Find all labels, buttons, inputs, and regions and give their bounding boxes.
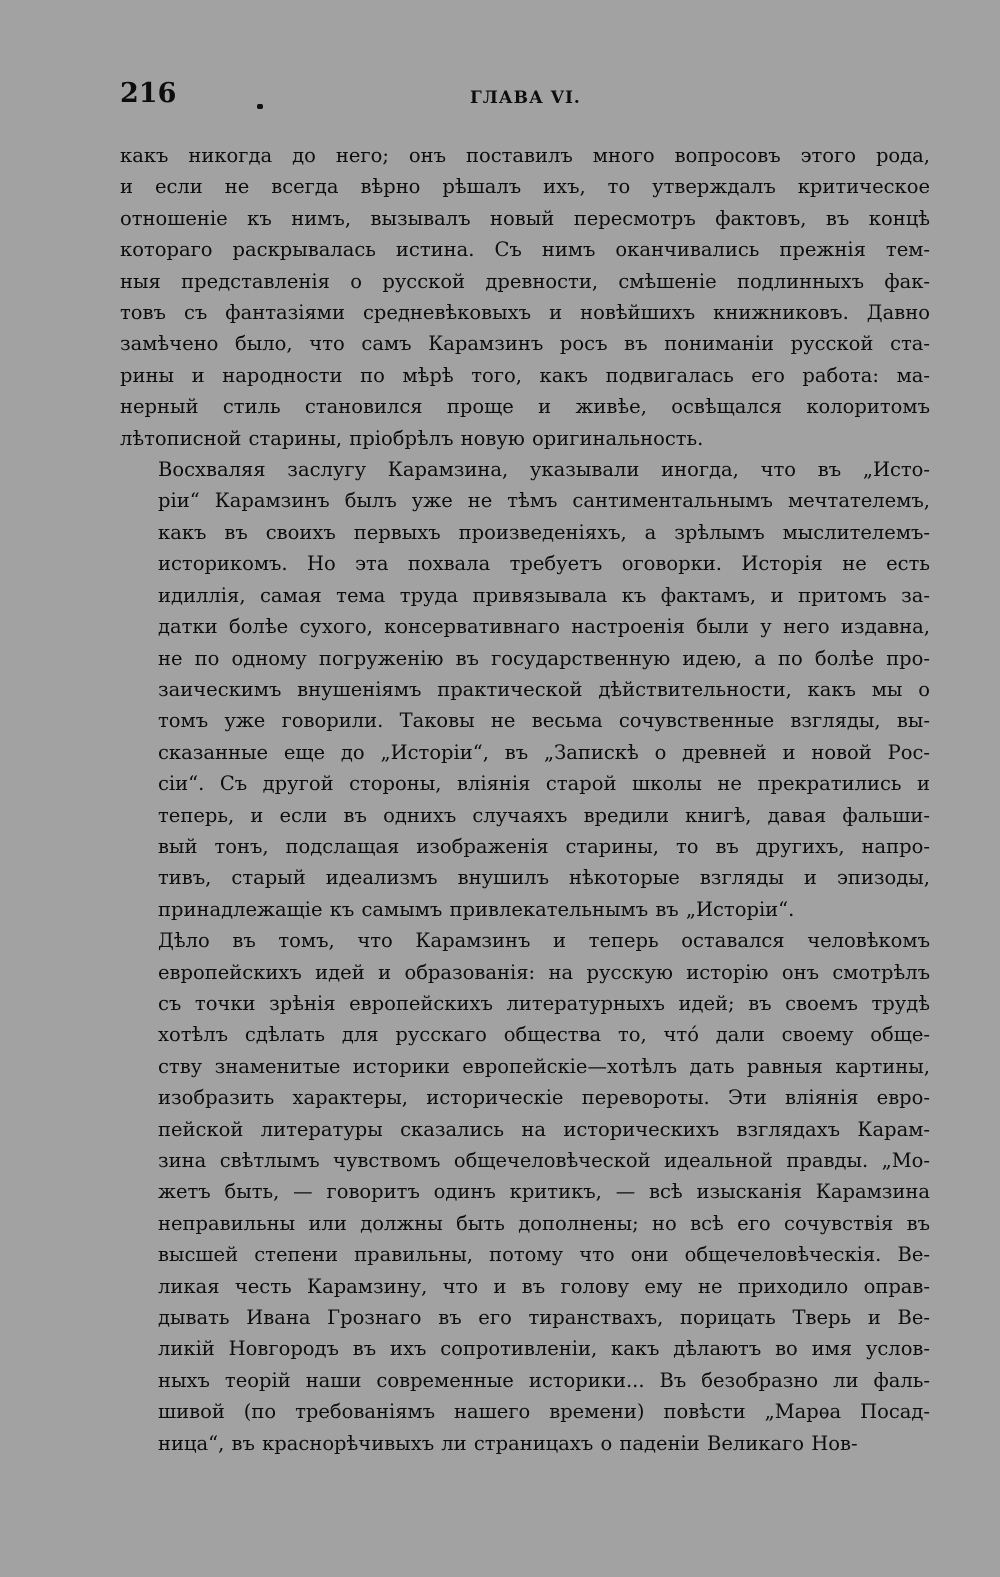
body-text bbox=[120, 140, 930, 1459]
text-line: ликій Новгородъ въ ихъ сопротивленіи, какъ дѣлаютъ во имя услов- bbox=[158, 1337, 930, 1361]
text-line: ликая честь Карамзину, что и въ голову ему не приходило оправ- bbox=[158, 1274, 930, 1298]
text-line: пейской литературы сказались на историческихъ взглядахъ Карам- bbox=[158, 1117, 930, 1141]
text-line: высшей степени правильны, потому что они общечеловѣческія. Ве- bbox=[158, 1243, 930, 1267]
text-line: вый тонъ, подслащая изображенія старины, то въ другихъ, напро- bbox=[158, 834, 930, 858]
text-line: товъ съ фантазіями средневѣковыхъ и новѣйшихъ книжниковъ. Давно bbox=[120, 301, 930, 325]
text-line: дывать Ивана Грознаго въ его тиранствахъ, порицать Тверь и Ве- bbox=[158, 1306, 930, 1330]
text-line: Восхваляя заслугу Карамзина, указывали иногда, что въ „Исто- bbox=[158, 458, 930, 482]
text-line: и если не всегда вѣрно рѣшалъ ихъ, то утверждалъ критическое bbox=[120, 175, 930, 199]
text-line: ница“, въ краснорѣчивыхъ ли страницахъ о паденіи Великаго Нов- bbox=[158, 1431, 858, 1455]
text-line: неправильны или должны быть дополнены; но всѣ его сочувствія въ bbox=[158, 1211, 930, 1235]
text-line: теперь, и если въ однихъ случаяхъ вредили книгѣ, давая фальши- bbox=[158, 803, 930, 827]
text-line: зина свѣтлымъ чувствомъ общечеловѣческой идеальной правды. „Мо- bbox=[158, 1149, 930, 1172]
text-line: шивой (по требованіямъ нашего времени) повѣсти „Марѳа Посад- bbox=[158, 1400, 930, 1424]
text-line: хотѣлъ сдѣлать для русскаго общества то, что́ дали своему обще- bbox=[158, 1023, 930, 1047]
text-line: историкомъ. Но эта похвала требуетъ оговорки. Исторія не есть bbox=[158, 552, 930, 576]
running-head: ГЛАВА VI. bbox=[470, 88, 581, 108]
text-line: какъ въ своихъ первыхъ произведеніяхъ, а зрѣлымъ мыслителемъ- bbox=[158, 520, 930, 544]
text-line: сказанные еще до „Исторіи“, въ „Запискѣ о древней и новой Рос- bbox=[158, 740, 930, 764]
paragraph bbox=[120, 140, 930, 454]
text-line: рины и народности по мѣрѣ того, какъ подвигалась его работа: ма- bbox=[120, 363, 930, 387]
text-line: европейскихъ идей и образованія: на русскую исторію онъ смотрѣлъ bbox=[158, 960, 930, 984]
paragraph bbox=[120, 925, 930, 1459]
text-line: изобразить характеры, историческіе перевороты. Эти вліянія евро- bbox=[158, 1086, 930, 1110]
text-line: томъ уже говорили. Таковы не весьма сочувственные взгляды, вы- bbox=[158, 709, 930, 733]
text-line: ныя представленія о русской древности, смѣшеніе подлинныхъ фак- bbox=[120, 269, 930, 293]
paragraph bbox=[120, 454, 930, 925]
text-line: заическимъ внушеніямъ практической дѣйствительности, какъ мы о bbox=[158, 677, 930, 701]
text-line: нерный стиль становился проще и живѣе, освѣщался колоритомъ bbox=[120, 395, 930, 419]
text-line: сіи“. Съ другой стороны, вліянія старой школы не прекратились и bbox=[158, 772, 930, 796]
text-line: ныхъ теорій наши современные историки... Въ безобразно ли фаль- bbox=[158, 1368, 930, 1392]
page-number: 216 bbox=[120, 78, 177, 109]
text-line: съ точки зрѣнія европейскихъ литературныхъ идей; въ своемъ трудѣ bbox=[158, 991, 930, 1015]
text-line: датки болѣе сухого, консервативнаго настроенія были у него издавна, bbox=[158, 615, 930, 639]
text-line: тивъ, старый идеализмъ внушилъ нѣкоторые взгляды и эпизоды, bbox=[158, 866, 930, 890]
text-line: жетъ быть, — говоритъ одинъ критикъ, — всѣ изысканія Карамзина bbox=[158, 1180, 930, 1204]
text-line: не по одному погруженію въ государственную идею, а по болѣе про- bbox=[158, 646, 930, 670]
text-line: котораго раскрывалась истина. Съ нимъ оканчивались прежнія тем- bbox=[120, 238, 930, 262]
text-line: замѣчено было, что самъ Карамзинъ росъ въ пониманіи русской ста- bbox=[120, 332, 930, 356]
text-line: идиллія, самая тема труда привязывала къ фактамъ, и притомъ за- bbox=[158, 583, 930, 607]
text-line: ству знаменитые историки европейскіе—хотѣлъ дать равныя картины, bbox=[158, 1054, 930, 1078]
page-header bbox=[120, 78, 930, 118]
text-line: какъ никогда до него; онъ поставилъ много вопросовъ этого рода, bbox=[120, 144, 930, 167]
text-line: принадлежащіе къ самымъ привлекательнымъ въ „Исторіи“. bbox=[158, 897, 795, 921]
text-line: Дѣло въ томъ, что Карамзинъ и теперь оставался человѣкомъ bbox=[158, 929, 930, 953]
text-line: лѣтописной старины, пріобрѣлъ новую оригинальность. bbox=[120, 426, 704, 450]
book-page bbox=[120, 78, 930, 1459]
text-line: ріи“ Карамзинъ былъ уже не тѣмъ сантиментальнымъ мечтателемъ, bbox=[158, 489, 930, 513]
text-line: отношеніе къ нимъ, вызывалъ новый пересмотръ фактовъ, въ концѣ bbox=[120, 206, 930, 230]
